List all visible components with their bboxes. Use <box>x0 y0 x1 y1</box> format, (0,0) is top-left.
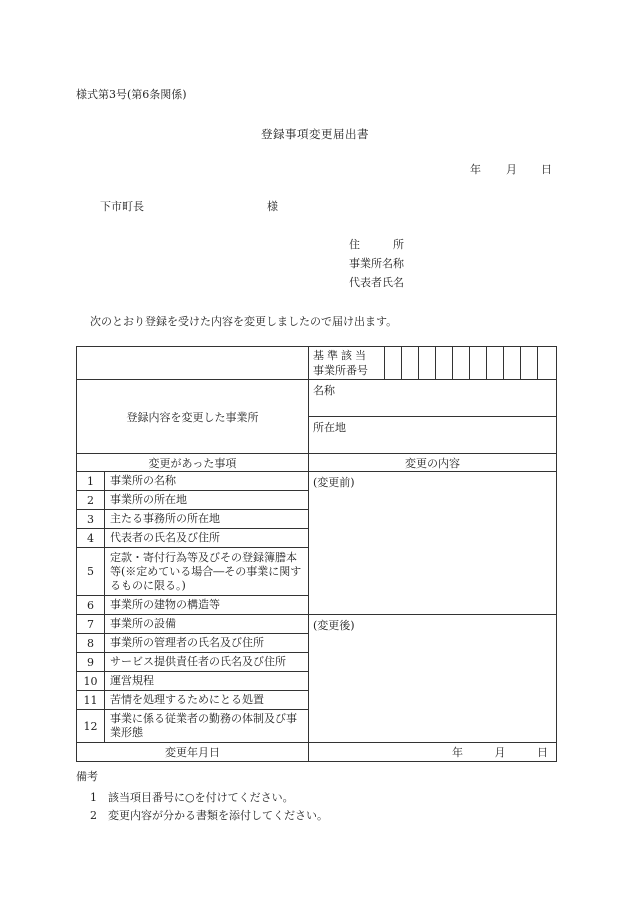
item-text: 事業所の所在地 <box>105 491 309 510</box>
remarks-note-number: 1 <box>90 791 97 804</box>
change-date-month: 月 <box>494 746 506 759</box>
item-number[interactable]: 10 <box>77 672 105 691</box>
change-content-header: 変更の内容 <box>309 454 557 472</box>
item-text: 主たる事務所の所在地 <box>105 510 309 529</box>
office-name-row <box>77 380 557 417</box>
change-date-label: 変更年月日 <box>77 743 309 762</box>
office-number-digit[interactable] <box>453 347 470 380</box>
document-title: 登録事項変更届出書 <box>261 127 369 141</box>
office-changed-label: 登録内容を変更した事業所 <box>77 380 309 454</box>
addressee-honorific: 様 <box>267 200 278 213</box>
item-number[interactable]: 5 <box>77 548 105 596</box>
item-text: 事業所の名称 <box>105 472 309 491</box>
office-number-digit[interactable] <box>538 347 557 380</box>
office-location-field[interactable] <box>309 417 557 454</box>
remarks-note-text: 変更内容が分かる書類を添付してください。 <box>108 809 328 822</box>
item-number[interactable]: 2 <box>77 491 105 510</box>
change-date-field[interactable] <box>309 743 557 762</box>
item-number[interactable]: 12 <box>77 710 105 743</box>
blank-header-cell <box>77 347 309 380</box>
top-date-month: 月 <box>506 163 517 176</box>
change-date-row <box>77 743 557 762</box>
item-number[interactable]: 11 <box>77 691 105 710</box>
after-label: (変更後) <box>313 619 355 632</box>
item-row <box>77 615 557 634</box>
item-text: 定款・寄付行為等及びその登録簿謄本等(※定めている場合―その事業に関するものに限る。) <box>105 548 309 596</box>
office-number-digit[interactable] <box>470 347 487 380</box>
item-text: 事業に係る従業者の勤務の体制及び事業形態 <box>105 710 309 743</box>
remarks-note-number: 2 <box>90 809 97 822</box>
item-number[interactable]: 4 <box>77 529 105 548</box>
office-number-digit[interactable] <box>402 347 419 380</box>
item-number[interactable]: 9 <box>77 653 105 672</box>
after-change-field[interactable] <box>309 615 557 743</box>
remarks-note <box>90 807 328 823</box>
office-number-label <box>309 347 385 380</box>
item-text: 運営規程 <box>105 672 309 691</box>
item-number[interactable]: 6 <box>77 596 105 615</box>
item-text: 事業所の設備 <box>105 615 309 634</box>
form-number: 様式第3号(第6条関係) <box>76 88 187 101</box>
applicant-office-name-label: 事業所名称 <box>349 257 404 270</box>
item-number[interactable]: 8 <box>77 634 105 653</box>
office-name-field[interactable] <box>309 380 557 417</box>
change-notification-table <box>76 346 557 762</box>
item-number[interactable]: 1 <box>77 472 105 491</box>
office-number-digit[interactable] <box>419 347 436 380</box>
remarks-note-text: 該当項目番号に○を付けてください。 <box>108 791 294 804</box>
office-number-digit[interactable] <box>521 347 538 380</box>
office-number-row <box>77 347 557 380</box>
applicant-address-label: 住 所 <box>349 238 404 251</box>
top-date-day: 日 <box>541 163 552 176</box>
addressee-mayor: 下市町長 <box>100 200 144 213</box>
office-number-label-line1: 基準該当 <box>313 349 369 362</box>
item-number[interactable]: 7 <box>77 615 105 634</box>
item-row <box>77 472 557 491</box>
item-text: 事業所の管理者の氏名及び住所 <box>105 634 309 653</box>
item-text: 苦情を処理するためにとる処置 <box>105 691 309 710</box>
before-label: (変更前) <box>313 476 355 489</box>
applicant-representative-label: 代表者氏名 <box>349 276 404 289</box>
item-number[interactable]: 3 <box>77 510 105 529</box>
before-change-field[interactable] <box>309 472 557 615</box>
office-number-label-line2: 事業所番号 <box>313 364 368 377</box>
office-location-label: 所在地 <box>313 421 346 434</box>
office-number-digit[interactable] <box>504 347 521 380</box>
lead-text: 次のとおり登録を受けた内容を変更しましたので届け出ます。 <box>90 315 398 328</box>
item-text: サービス提供責任者の氏名及び住所 <box>105 653 309 672</box>
changed-item-header: 変更があった事項 <box>77 454 309 472</box>
office-number-digit[interactable] <box>385 347 402 380</box>
remarks-title: 備考 <box>76 770 98 783</box>
remarks-note <box>90 789 294 805</box>
change-date-year: 年 <box>452 746 463 759</box>
office-number-digit[interactable] <box>436 347 453 380</box>
item-text: 事業所の建物の構造等 <box>105 596 309 615</box>
office-name-label: 名称 <box>313 384 335 397</box>
office-number-digit[interactable] <box>487 347 504 380</box>
change-date-day: 日 <box>537 746 548 759</box>
item-text: 代表者の氏名及び住所 <box>105 529 309 548</box>
column-header-row <box>77 454 557 472</box>
top-date-year: 年 <box>470 163 481 176</box>
